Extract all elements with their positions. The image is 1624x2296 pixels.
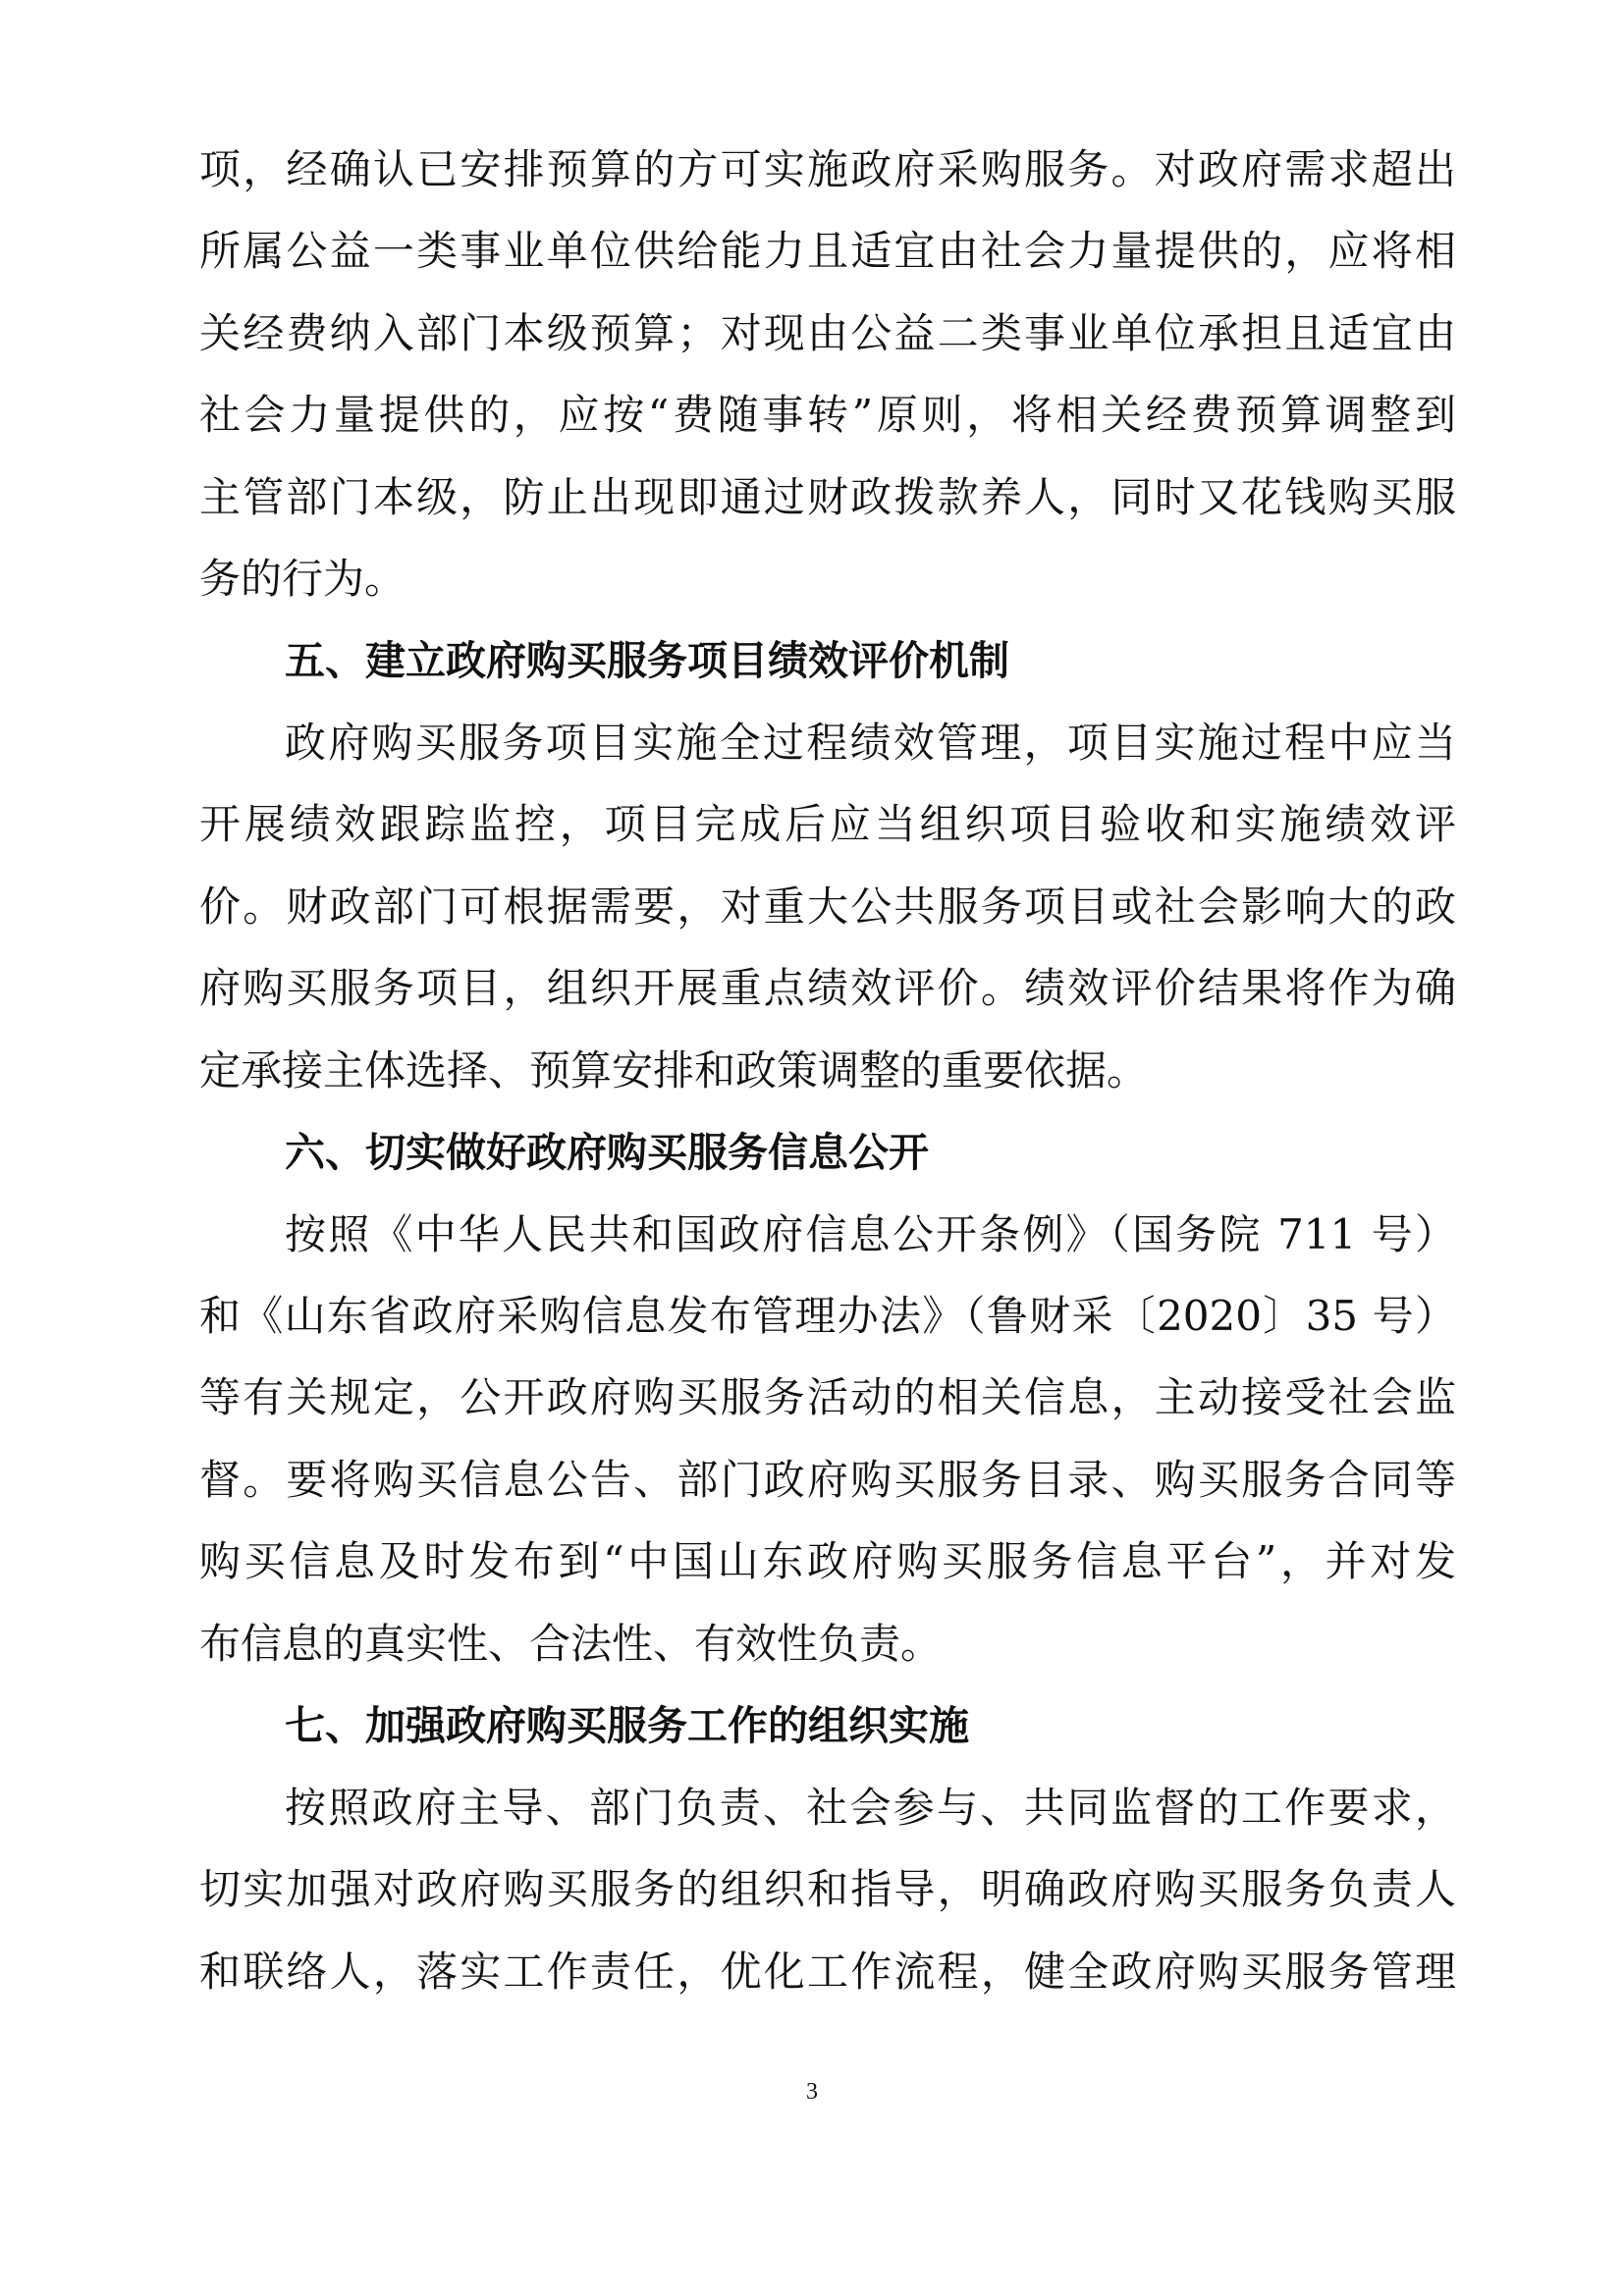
section-heading-7: 七、加强政府购买服务工作的组织实施 [285, 1702, 969, 1749]
body-text-line: 定承接主体选择、预算安排和政策调整的重要依据。 [199, 1046, 1149, 1095]
body-text-line: 购买信息及时发布到“中国山东政府购买服务信息平台”，并对发 [199, 1537, 1456, 1585]
body-text-line: 政府购买服务项目实施全过程绩效管理，项目实施过程中应当 [285, 719, 1456, 767]
section-heading-6: 六、切实做好政府购买服务信息公开 [285, 1129, 929, 1176]
body-text-line: 务的行为。 [199, 555, 406, 603]
page-number: 3 [806, 2079, 818, 2105]
body-text-line: 等有关规定，公开政府购买服务活动的相关信息，主动接受社会监 [199, 1373, 1456, 1421]
body-text-line: 府购买服务项目，组织开展重点绩效评价。绩效评价结果将作为确 [199, 964, 1456, 1012]
body-text-line: 所属公益一类事业单位供给能力且适宜由社会力量提供的，应将相 [199, 227, 1456, 275]
body-text-line: 关经费纳入部门本级预算；对现由公益二类事业单位承担且适宜由 [199, 309, 1456, 357]
body-text-line: 切实加强对政府购买服务的组织和指导，明确政府购买服务负责人 [199, 1865, 1456, 1913]
body-text-line: 按照《中华人民共和国政府信息公开条例》（国务院 711 号） [285, 1210, 1456, 1258]
body-text-line: 按照政府主导、部门负责、社会参与、共同监督的工作要求， [285, 1784, 1456, 1832]
body-text-line: 开展绩效跟踪监控，项目完成后应当组织项目验收和实施绩效评 [199, 800, 1456, 848]
body-text-line: 价。财政部门可根据需要，对重大公共服务项目或社会影响大的政 [199, 882, 1456, 931]
body-text-line: 社会力量提供的，应按“费随事转”原则，将相关经费预算调整到 [199, 391, 1456, 439]
body-text-line: 布信息的真实性、合法性、有效性负责。 [199, 1620, 943, 1668]
body-text-line: 和联络人，落实工作责任，优化工作流程，健全政府购买服务管理 [199, 1948, 1456, 1996]
body-text-line: 主管部门本级，防止出现即通过财政拨款养人，同时又花钱购买服 [199, 473, 1456, 521]
section-heading-5: 五、建立政府购买服务项目绩效评价机制 [285, 637, 1009, 684]
body-text-line: 和《山东省政府采购信息发布管理办法》（鲁财采〔2020〕35 号） [199, 1292, 1456, 1340]
body-text-line: 项，经确认已安排预算的方可实施政府采购服务。对政府需求超出 [199, 145, 1456, 193]
body-text-line: 督。要将购买信息公告、部门政府购买服务目录、购买服务合同等 [199, 1456, 1456, 1504]
